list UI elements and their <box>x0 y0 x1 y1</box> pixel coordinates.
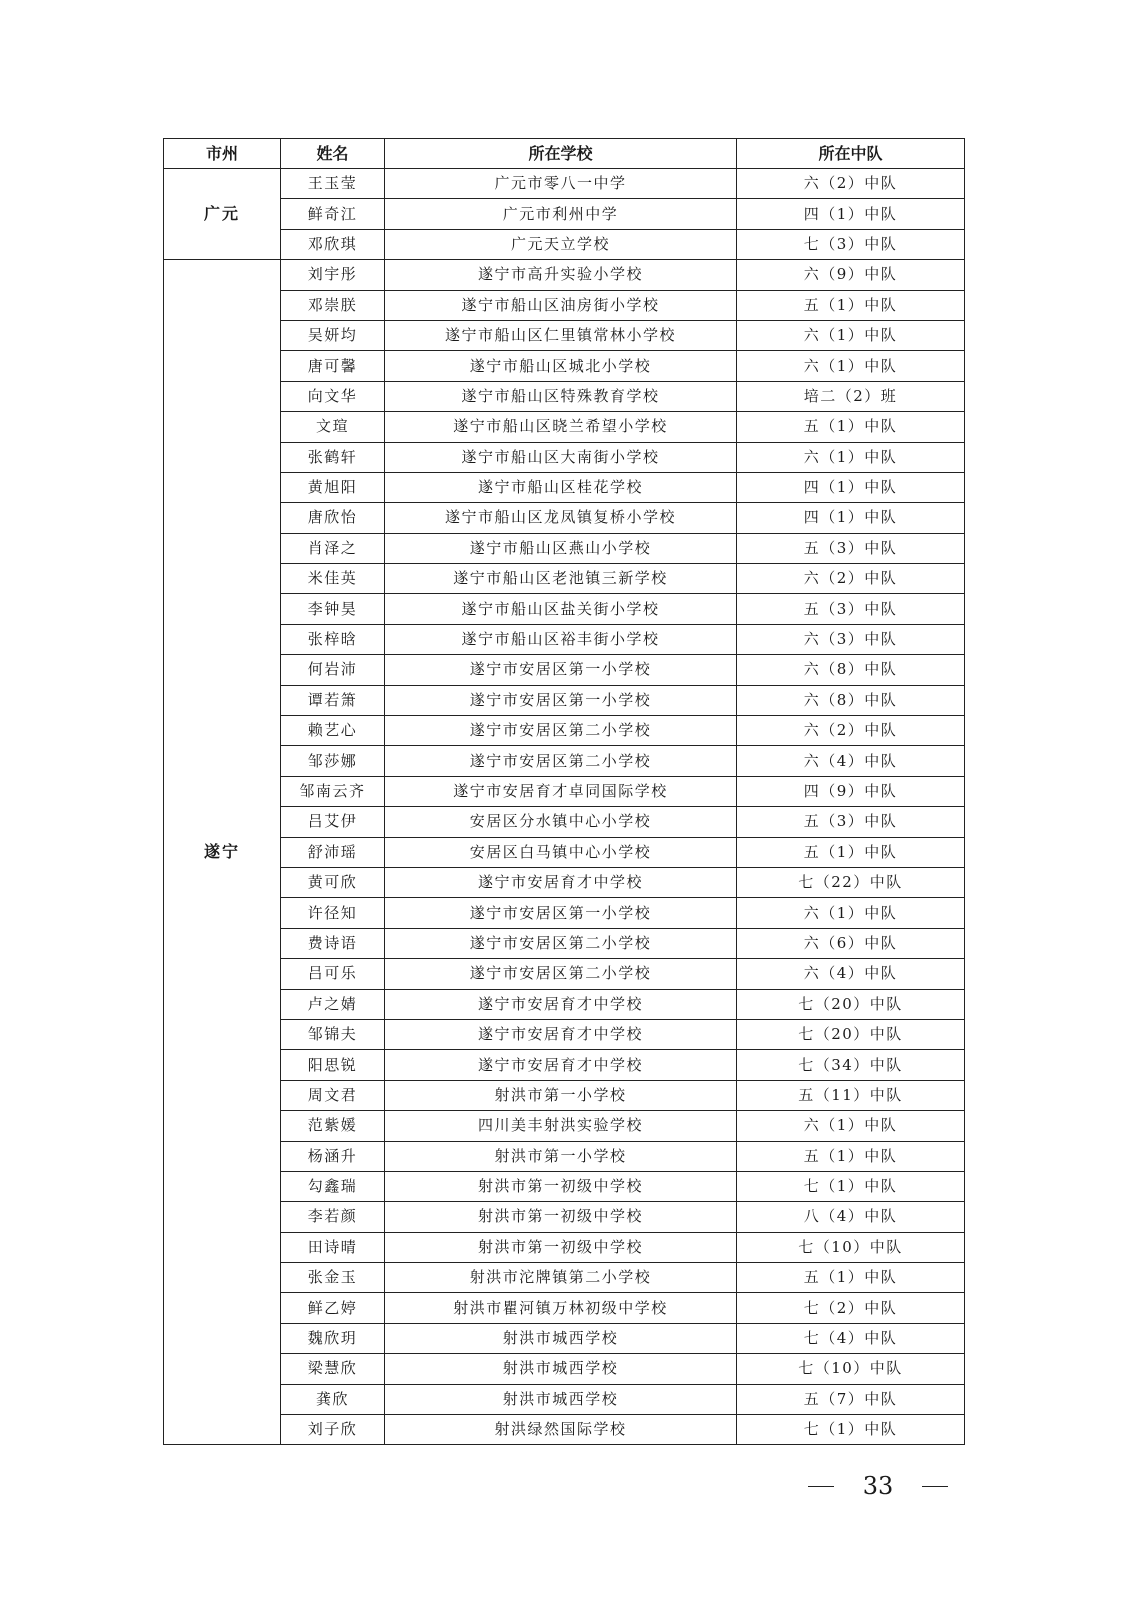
squad-cell: 七（3）中队 <box>737 229 965 259</box>
school-cell: 广元市利州中学 <box>385 199 737 229</box>
name-cell: 米佳英 <box>281 564 385 594</box>
squad-cell: 五（3）中队 <box>737 533 965 563</box>
school-cell: 射洪市瞿河镇万林初级中学校 <box>385 1293 737 1323</box>
squad-cell: 七（1）中队 <box>737 1415 965 1445</box>
school-cell: 遂宁市安居区第一小学校 <box>385 898 737 928</box>
name-cell: 吕可乐 <box>281 959 385 989</box>
name-cell: 鲜乙婷 <box>281 1293 385 1323</box>
table-row <box>164 412 965 442</box>
school-cell: 射洪市第一小学校 <box>385 1080 737 1110</box>
squad-cell: 七（20）中队 <box>737 1019 965 1049</box>
school-cell: 安居区分水镇中心小学校 <box>385 807 737 837</box>
school-cell: 遂宁市船山区特殊教育学校 <box>385 381 737 411</box>
school-cell: 遂宁市船山区仁里镇常林小学校 <box>385 320 737 350</box>
name-cell: 邓欣琪 <box>281 229 385 259</box>
school-cell: 遂宁市安居区第二小学校 <box>385 928 737 958</box>
school-cell: 遂宁市船山区大南街小学校 <box>385 442 737 472</box>
school-cell: 遂宁市船山区老池镇三新学校 <box>385 564 737 594</box>
name-cell: 鲜奇江 <box>281 199 385 229</box>
squad-cell: 四（9）中队 <box>737 776 965 806</box>
squad-cell: 六（1）中队 <box>737 898 965 928</box>
squad-cell: 六（6）中队 <box>737 928 965 958</box>
table-row <box>164 624 965 654</box>
name-cell: 张鹤轩 <box>281 442 385 472</box>
squad-cell: 五（1）中队 <box>737 1263 965 1293</box>
school-cell: 遂宁市安居育才卓同国际学校 <box>385 776 737 806</box>
name-cell: 邓崇朕 <box>281 290 385 320</box>
school-cell: 射洪绿然国际学校 <box>385 1415 737 1445</box>
page-footer <box>808 1472 948 1500</box>
table-row <box>164 1080 965 1110</box>
name-cell: 魏欣玥 <box>281 1323 385 1353</box>
table-row <box>164 1354 965 1384</box>
table-row <box>164 533 965 563</box>
name-cell: 许径知 <box>281 898 385 928</box>
squad-cell: 四（1）中队 <box>737 503 965 533</box>
squad-cell: 七（1）中队 <box>737 1171 965 1201</box>
table-row <box>164 1171 965 1201</box>
squad-cell: 七（4）中队 <box>737 1323 965 1353</box>
table-row <box>164 320 965 350</box>
squad-cell: 五（3）中队 <box>737 807 965 837</box>
school-cell: 遂宁市船山区龙凤镇复桥小学校 <box>385 503 737 533</box>
name-cell: 李钟昊 <box>281 594 385 624</box>
name-cell: 文瑄 <box>281 412 385 442</box>
table-row <box>164 594 965 624</box>
name-cell: 黄旭阳 <box>281 472 385 502</box>
school-cell: 遂宁市船山区城北小学校 <box>385 351 737 381</box>
table-row <box>164 837 965 867</box>
squad-cell: 七（2）中队 <box>737 1293 965 1323</box>
name-cell: 吕艾伊 <box>281 807 385 837</box>
name-cell: 邹锦夫 <box>281 1019 385 1049</box>
school-cell: 遂宁市船山区盐关街小学校 <box>385 594 737 624</box>
name-cell: 周文君 <box>281 1080 385 1110</box>
school-cell: 射洪市城西学校 <box>385 1354 737 1384</box>
school-cell: 遂宁市船山区燕山小学校 <box>385 533 737 563</box>
squad-cell: 五（1）中队 <box>737 1141 965 1171</box>
table-row <box>164 351 965 381</box>
table-row <box>164 867 965 897</box>
school-cell: 遂宁市高升实验小学校 <box>385 260 737 290</box>
table-body <box>164 169 965 1445</box>
name-cell: 唐可馨 <box>281 351 385 381</box>
table-row <box>164 928 965 958</box>
name-cell: 谭若箫 <box>281 685 385 715</box>
squad-cell: 七（20）中队 <box>737 989 965 1019</box>
name-cell: 阳思锐 <box>281 1050 385 1080</box>
page-number: 33 <box>862 1472 894 1500</box>
squad-cell: 六（8）中队 <box>737 685 965 715</box>
table-row <box>164 959 965 989</box>
squad-cell: 六（1）中队 <box>737 1111 965 1141</box>
squad-cell: 六（4）中队 <box>737 746 965 776</box>
school-cell: 射洪市沱牌镇第二小学校 <box>385 1263 737 1293</box>
table-row <box>164 169 965 199</box>
header-school: 所在学校 <box>385 139 737 169</box>
table-row <box>164 290 965 320</box>
squad-cell: 五（1）中队 <box>737 837 965 867</box>
squad-cell: 六（1）中队 <box>737 442 965 472</box>
squad-cell: 五（3）中队 <box>737 594 965 624</box>
squad-cell: 五（7）中队 <box>737 1384 965 1414</box>
table-header-row <box>164 139 965 169</box>
school-cell: 安居区白马镇中心小学校 <box>385 837 737 867</box>
squad-cell: 七（34）中队 <box>737 1050 965 1080</box>
table-row <box>164 898 965 928</box>
squad-cell: 六（1）中队 <box>737 320 965 350</box>
school-cell: 四川美丰射洪实验学校 <box>385 1111 737 1141</box>
school-cell: 广元天立学校 <box>385 229 737 259</box>
school-cell: 射洪市城西学校 <box>385 1323 737 1353</box>
school-cell: 射洪市城西学校 <box>385 1384 737 1414</box>
school-cell: 射洪市第一初级中学校 <box>385 1232 737 1262</box>
school-cell: 遂宁市安居区第二小学校 <box>385 716 737 746</box>
school-cell: 射洪市第一初级中学校 <box>385 1171 737 1201</box>
table-row <box>164 807 965 837</box>
city-cell: 广元 <box>164 169 281 260</box>
table-row <box>164 564 965 594</box>
name-cell: 梁慧欣 <box>281 1354 385 1384</box>
table-row <box>164 1019 965 1049</box>
school-cell: 遂宁市安居区第一小学校 <box>385 685 737 715</box>
table-row <box>164 776 965 806</box>
table-row <box>164 199 965 229</box>
name-cell: 赖艺心 <box>281 716 385 746</box>
name-cell: 肖泽之 <box>281 533 385 563</box>
squad-cell: 五（1）中队 <box>737 412 965 442</box>
squad-cell: 八（4）中队 <box>737 1202 965 1232</box>
school-cell: 遂宁市船山区桂花学校 <box>385 472 737 502</box>
name-cell: 吴妍均 <box>281 320 385 350</box>
name-cell: 杨涵升 <box>281 1141 385 1171</box>
squad-cell: 七（10）中队 <box>737 1354 965 1384</box>
header-city: 市州 <box>164 139 281 169</box>
footer-dash-right <box>922 1486 948 1487</box>
school-cell: 遂宁市船山区油房街小学校 <box>385 290 737 320</box>
school-cell: 射洪市第一小学校 <box>385 1141 737 1171</box>
school-cell: 遂宁市安居育才中学校 <box>385 867 737 897</box>
squad-cell: 六（9）中队 <box>737 260 965 290</box>
name-cell: 卢之婧 <box>281 989 385 1019</box>
school-cell: 遂宁市安居育才中学校 <box>385 1019 737 1049</box>
table-row <box>164 716 965 746</box>
school-cell: 广元市零八一中学 <box>385 169 737 199</box>
awardee-table <box>163 138 965 1445</box>
school-cell: 遂宁市安居育才中学校 <box>385 1050 737 1080</box>
table-row <box>164 472 965 502</box>
table-row <box>164 260 965 290</box>
table-row <box>164 1111 965 1141</box>
name-cell: 龚欣 <box>281 1384 385 1414</box>
table-row <box>164 746 965 776</box>
name-cell: 邹南云齐 <box>281 776 385 806</box>
squad-cell: 六（4）中队 <box>737 959 965 989</box>
squad-cell: 七（22）中队 <box>737 867 965 897</box>
squad-cell: 四（1）中队 <box>737 472 965 502</box>
table-row <box>164 1293 965 1323</box>
table-row <box>164 1050 965 1080</box>
header-squad: 所在中队 <box>737 139 965 169</box>
name-cell: 勾鑫瑞 <box>281 1171 385 1201</box>
table-row <box>164 685 965 715</box>
name-cell: 舒沛瑶 <box>281 837 385 867</box>
name-cell: 王玉莹 <box>281 169 385 199</box>
squad-cell: 六（2）中队 <box>737 716 965 746</box>
table-row <box>164 381 965 411</box>
table-row <box>164 989 965 1019</box>
name-cell: 何岩沛 <box>281 655 385 685</box>
name-cell: 唐欣怡 <box>281 503 385 533</box>
squad-cell: 六（2）中队 <box>737 169 965 199</box>
table-row <box>164 1384 965 1414</box>
squad-cell: 六（3）中队 <box>737 624 965 654</box>
city-cell: 遂宁 <box>164 260 281 1445</box>
table-row <box>164 1232 965 1262</box>
squad-cell: 五（11）中队 <box>737 1080 965 1110</box>
squad-cell: 四（1）中队 <box>737 199 965 229</box>
name-cell: 费诗语 <box>281 928 385 958</box>
header-name: 姓名 <box>281 139 385 169</box>
name-cell: 田诗晴 <box>281 1232 385 1262</box>
name-cell: 邹莎娜 <box>281 746 385 776</box>
squad-cell: 七（10）中队 <box>737 1232 965 1262</box>
footer-dash-left <box>808 1486 834 1487</box>
table-row <box>164 655 965 685</box>
school-cell: 遂宁市船山区晓兰希望小学校 <box>385 412 737 442</box>
name-cell: 张梓晗 <box>281 624 385 654</box>
table-row <box>164 1202 965 1232</box>
table-row <box>164 1323 965 1353</box>
school-cell: 遂宁市船山区裕丰街小学校 <box>385 624 737 654</box>
name-cell: 向文华 <box>281 381 385 411</box>
squad-cell: 六（2）中队 <box>737 564 965 594</box>
squad-cell: 六（1）中队 <box>737 351 965 381</box>
school-cell: 遂宁市安居区第一小学校 <box>385 655 737 685</box>
name-cell: 刘宇彤 <box>281 260 385 290</box>
school-cell: 遂宁市安居区第二小学校 <box>385 746 737 776</box>
school-cell: 遂宁市安居区第二小学校 <box>385 959 737 989</box>
table-row <box>164 1415 965 1445</box>
school-cell: 遂宁市安居育才中学校 <box>385 989 737 1019</box>
table-row <box>164 442 965 472</box>
squad-cell: 六（8）中队 <box>737 655 965 685</box>
name-cell: 黄可欣 <box>281 867 385 897</box>
table-row <box>164 1141 965 1171</box>
name-cell: 李若颜 <box>281 1202 385 1232</box>
name-cell: 张金玉 <box>281 1263 385 1293</box>
table-row <box>164 1263 965 1293</box>
squad-cell: 五（1）中队 <box>737 290 965 320</box>
name-cell: 范紫媛 <box>281 1111 385 1141</box>
squad-cell: 培二（2）班 <box>737 381 965 411</box>
table-row <box>164 229 965 259</box>
name-cell: 刘子欣 <box>281 1415 385 1445</box>
table-row <box>164 503 965 533</box>
school-cell: 射洪市第一初级中学校 <box>385 1202 737 1232</box>
